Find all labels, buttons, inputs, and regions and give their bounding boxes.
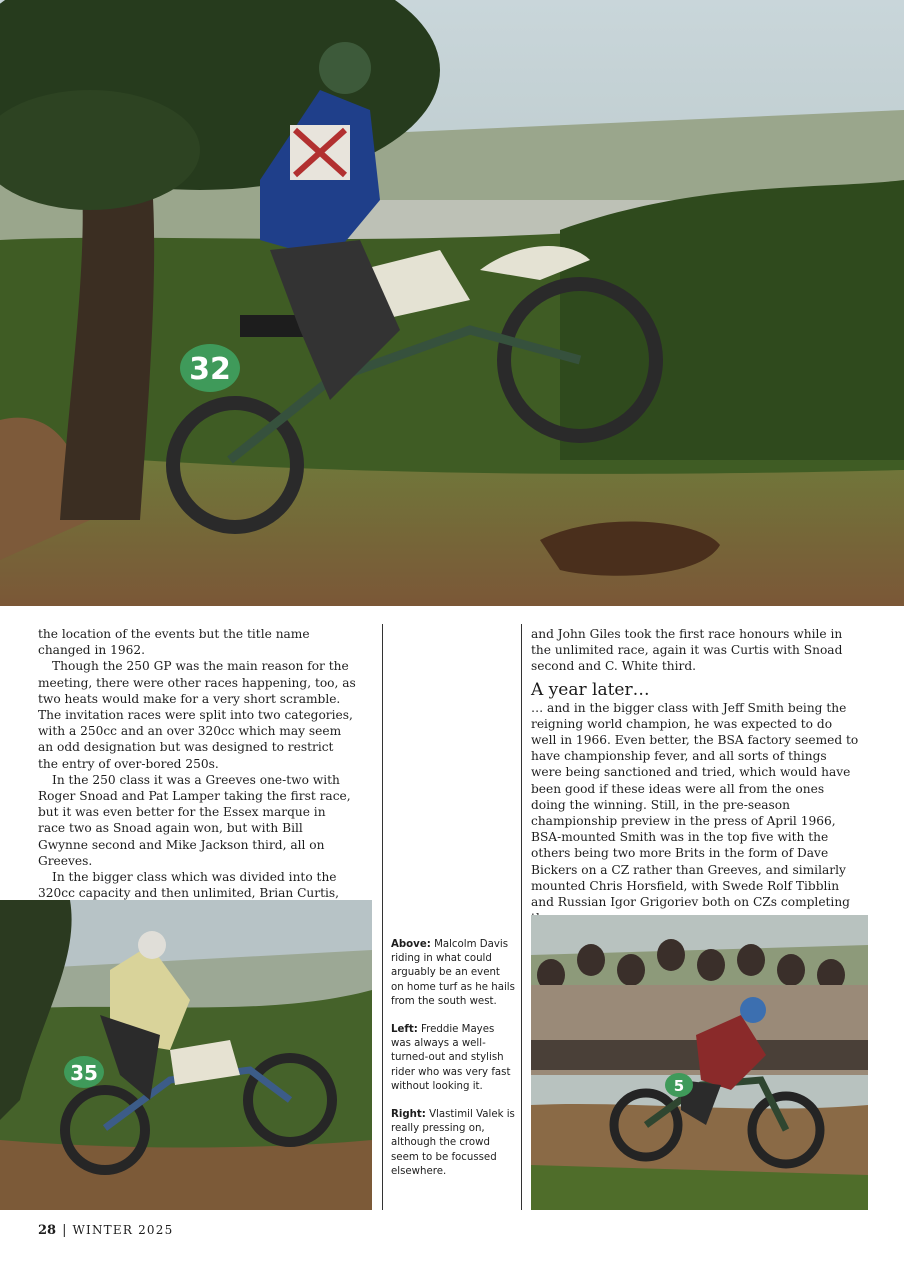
- article-column-left: [38, 626, 356, 918]
- left-plate-number: 35: [70, 1061, 98, 1085]
- caption-left: Left: Freddie Mayes was always a well-turned-out and stylish rider who was very fast without looking it.: [391, 1024, 511, 1092]
- photo-vlastimil-valek: [531, 915, 868, 1210]
- issue-label: WINTER 2025: [72, 1223, 174, 1237]
- top-plate-number: 32: [189, 352, 231, 387]
- photo-captions: [391, 938, 515, 1193]
- caption-above: Above: Malcolm Davis riding in what could arguably be an event on home turf as he hails from the south west.: [391, 939, 515, 1007]
- article-column-right: [531, 626, 861, 926]
- caption-right: Right: Vlastimil Valek is really pressing on, although the crowd seem to be focussed elsewhere.: [391, 1109, 515, 1177]
- page-footer: [38, 1223, 173, 1238]
- right-plate-number: 5: [673, 1077, 685, 1095]
- page-number: 28: [38, 1223, 57, 1238]
- column-divider: [382, 624, 383, 1210]
- footer-separator: |: [62, 1223, 67, 1238]
- paragraph: Though the 250 GP was the main reason for the meeting, there were other races happening, too, as two heats would make for a very short scramble. The invitation races were split into two categories, with a 250cc and an over 320cc which may seem an odd designation but was designed to restrict the entry of over-bored 250s.: [38, 659, 356, 771]
- photo-malcolm-davis: [0, 0, 904, 606]
- column-divider: [521, 624, 522, 1210]
- paragraph: and John Giles took the first race honours while in the unlimited race, again it was Curtis with Snoad second and C. White third.: [531, 627, 843, 674]
- paragraph: the location of the events but the title name changed in 1962.: [38, 627, 310, 658]
- paragraph: In the 250 class it was a Greeves one-two with Roger Snoad and Pat Lamper taking the first race, but it was even better for the Essex marque in race two as Snoad again won, but with Bill Gwynne second and Mike Jackson third, all on Greeves.: [38, 772, 351, 868]
- photo-freddie-mayes: [0, 900, 372, 1210]
- paragraph: … and in the bigger class with Jeff Smith being the reigning world champion, he was expected to do well in 1966. Even better, the BSA factory seemed to have championship fever, and all sorts of things were being sanctioned and tried, which would have been good if these ideas were all from the ones doing the winning. Still, in the pre-season championship preview in the press of April 1966, BSA-mounted Smith was in the top five with the others being two more Brits in the form of Dave Bickers on a CZ rather than Greeves, and similarly mounted Chris Horsfield, with Swede Rolf Tibblin and Russian Igor Grigoriev both on CZs completing: [531, 700, 859, 910]
- paragraph: In the bigger class which was divided into the 320cc capacity and then unlimited, Brian Curtis,: [38, 870, 340, 901]
- subheading: A year later…: [531, 679, 650, 700]
